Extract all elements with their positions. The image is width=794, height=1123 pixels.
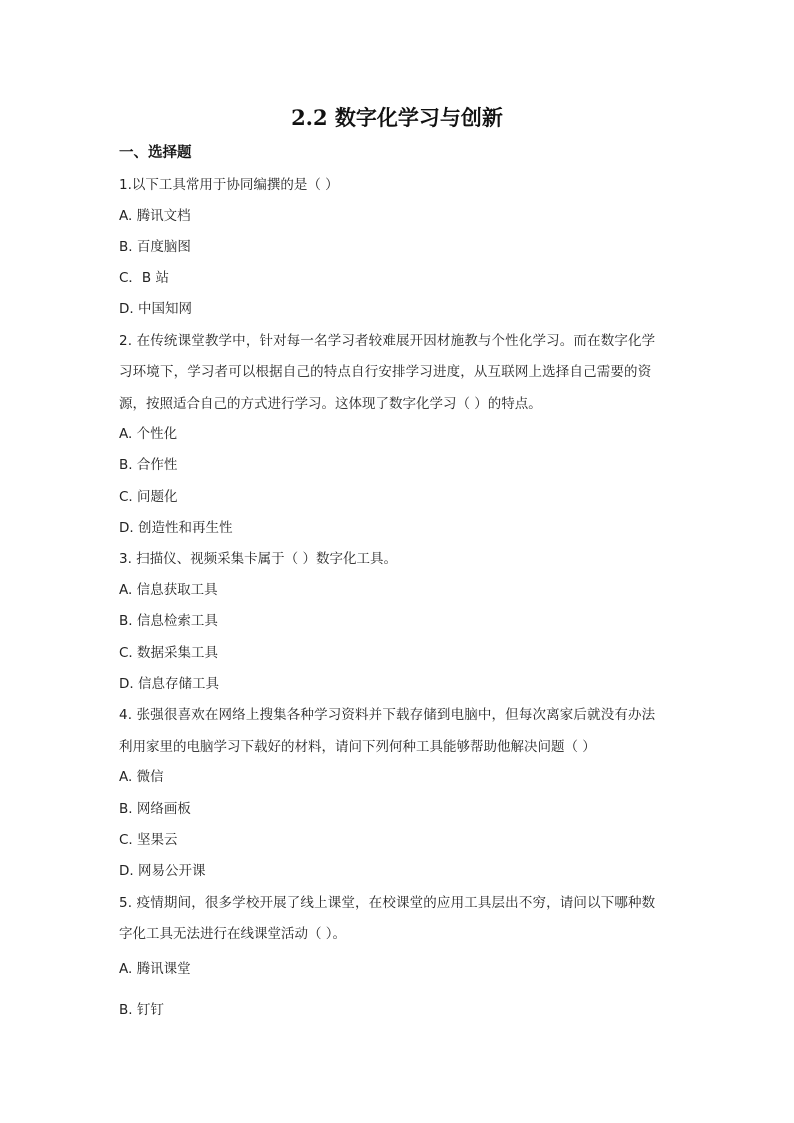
question-4-option-a: A. 微信 [119, 769, 164, 785]
question-2-option-d: D. 创造性和再生性 [119, 520, 233, 536]
question-3: 3. 扫描仪、视频采集卡属于（ ）数字化工具。 [119, 551, 397, 567]
question-4-option-b: B. 网络画板 [119, 801, 191, 817]
question-2-line-1: 2. 在传统课堂教学中，针对每一名学习者较难展开因材施教与个性化学习。而在数字化学 [119, 333, 656, 349]
question-3-option-d: D. 信息存储工具 [119, 676, 219, 692]
question-3-option-b: B. 信息检索工具 [119, 613, 218, 629]
question-2-option-a: A. 个性化 [119, 426, 178, 442]
question-2-option-c: C. 问题化 [119, 489, 178, 505]
question-4-option-c: C. 坚果云 [119, 832, 178, 848]
question-4-option-d: D. 网易公开课 [119, 863, 206, 879]
question-5-line-1: 5. 疫情期间，很多学校开展了线上课堂，在校课堂的应用工具层出不穷，请问以下哪种数 [119, 895, 656, 911]
question-5-line-2: 字化工具无法进行在线课堂活动（ ）。 [119, 926, 347, 942]
question-2-option-b: B. 合作性 [119, 457, 178, 473]
question-5-option-b: B. 钉钉 [119, 1002, 164, 1018]
page-title: 2.2 数字化学习与创新 [291, 105, 503, 130]
question-1: 1.以下工具常用于协同编撰的是（ ） [119, 177, 339, 193]
question-3-option-a: A. 信息获取工具 [119, 582, 218, 598]
section-heading: 一、选择题 [119, 145, 192, 161]
question-1-option-a: A. 腾讯文档 [119, 208, 191, 224]
question-5-option-a: A. 腾讯课堂 [119, 961, 191, 977]
question-4-line-2: 利用家里的电脑学习下载好的材料，请问下列何种工具能够帮助他解决问题（ ） [119, 739, 596, 755]
question-2-line-3: 源，按照适合自己的方式进行学习。这体现了数字化学习（ ）的特点。 [119, 396, 542, 412]
question-1-option-b: B. 百度脑图 [119, 239, 191, 255]
question-4-line-1: 4. 张强很喜欢在网络上搜集各种学习资料并下载存储到电脑中，但每次离家后就没有办法 [119, 707, 656, 723]
question-3-option-c: C. 数据采集工具 [119, 645, 219, 661]
question-2-line-2: 习环境下，学习者可以根据自己的特点自行安排学习进度，从互联网上选择自己需要的资 [119, 364, 652, 380]
question-1-option-c: C．B 站 [119, 270, 169, 286]
question-1-option-d: D. 中国知网 [119, 301, 192, 317]
